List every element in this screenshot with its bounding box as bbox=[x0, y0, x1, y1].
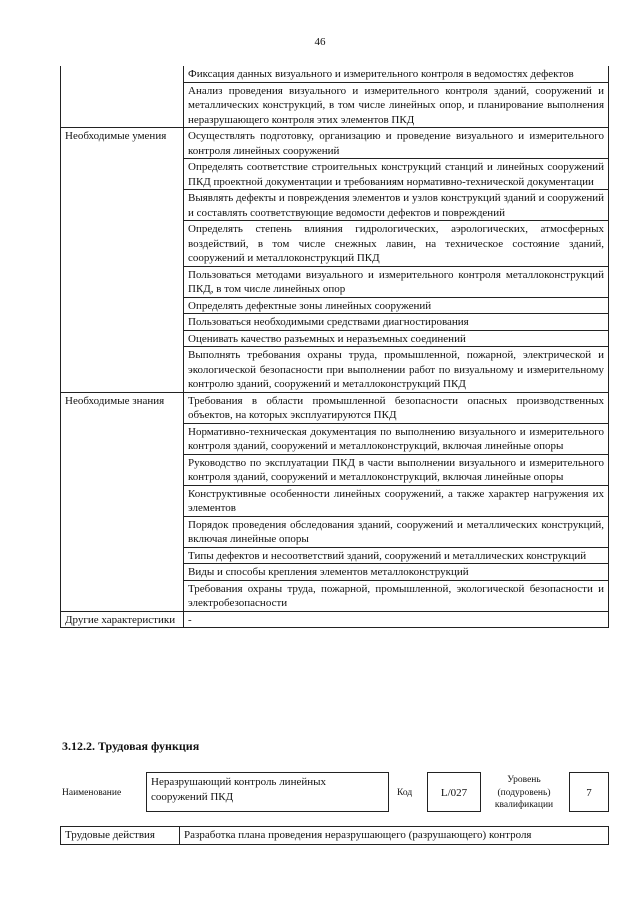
row-group-label bbox=[61, 66, 184, 128]
table-cell: Определять степень влияния гидрологических, аэрологических, атмосферных воздействий, в том числе снежных лавин, на техническое состояние зданий, сооружений и металлоконструкций ПКД bbox=[184, 221, 609, 267]
table-cell: Выявлять дефекты и повреждения элементов и узлов конструкций зданий и сооружений и составлять соответствующие ведомости дефектов и повреждений bbox=[184, 190, 609, 221]
table-cell: Конструктивные особенности линейных сооружений, а также характер нагружения их элементов bbox=[184, 485, 609, 516]
table-cell: Выполнять требования охраны труда, промышленной, пожарной, электрической и экологической безопасности при выполнении работ по визуальному и измерительному контролю зданий, сооружений и металлоконструкций ПКД bbox=[184, 347, 609, 393]
table-cell: - bbox=[184, 611, 609, 628]
level-label: Уровень (подуровень) квалификации bbox=[494, 775, 554, 810]
page-number: 46 bbox=[314, 36, 326, 48]
labor-actions-item: Разработка плана проведения неразрушающего (разрушающего) контроля bbox=[180, 827, 609, 845]
table-cell: Типы дефектов и несоответствий зданий, сооружений и металлических конструкций bbox=[184, 547, 609, 564]
row-group-label: Необходимые знания bbox=[61, 392, 184, 611]
table-cell: Оценивать качество разъемных и неразъемных соединений bbox=[184, 330, 609, 347]
level-value: 7 bbox=[569, 772, 609, 812]
table-cell: Порядок проведения обследования зданий, сооружений и металлических конструкций, включая линейные опоры bbox=[184, 516, 609, 547]
table-row bbox=[61, 128, 609, 159]
table-cell: Определять дефектные зоны линейных сооружений bbox=[184, 297, 609, 314]
table-cell: Анализ проведения визуального и измерительного контроля зданий, сооружений и металлических конструкций, в том числе линейных опор, и планирование выполнения неразрушающего контроля этих элементов ПКД bbox=[184, 82, 609, 128]
table-cell: Нормативно-техническая документация по выполнению визуального и измерительного контроля зданий, сооружений и металлоконструкций, включая линейные опоры bbox=[184, 423, 609, 454]
row-group-label: Другие характеристики bbox=[61, 611, 184, 628]
code-label: Код bbox=[397, 788, 413, 798]
labor-actions-label: Трудовые действия bbox=[61, 827, 180, 845]
table-row bbox=[61, 827, 609, 845]
table-cell: Фиксация данных визуального и измерительного контроля в ведомостях дефектов bbox=[184, 66, 609, 82]
section-title: 3.12.2. Трудовая функция bbox=[62, 739, 200, 753]
requirements-table bbox=[60, 66, 609, 628]
labor-actions-table bbox=[60, 826, 609, 845]
table-cell: Пользоваться методами визуального и измерительного контроля металлоконструкций ПКД, в том числе линейных опор bbox=[184, 266, 609, 297]
name-label: Наименование bbox=[62, 788, 122, 798]
table-cell: Виды и способы крепления элементов металлоконструкций bbox=[184, 564, 609, 581]
table-cell: Определять соответствие строительных конструкций станций и линейных сооружений ПКД проектной документации и требованиям нормативно-технической документации bbox=[184, 159, 609, 190]
table-cell: Пользоваться необходимыми средствами диагностирования bbox=[184, 314, 609, 331]
table-row bbox=[61, 66, 609, 82]
table-cell: Осуществлять подготовку, организацию и проведение визуального и измерительного контроля линейных сооружений bbox=[184, 128, 609, 159]
code-value: L/027 bbox=[427, 772, 481, 812]
table-cell: Требования в области промышленной безопасности опасных производственных объектов, на которых эксплуатируются ПКД bbox=[184, 392, 609, 423]
name-value: Неразрушающий контроль линейных сооружений ПКД bbox=[146, 772, 389, 812]
row-group-label: Необходимые умения bbox=[61, 128, 184, 393]
table-row bbox=[61, 611, 609, 628]
table-cell: Требования охраны труда, пожарной, промышленной, экологической безопасности и электробезопасности bbox=[184, 580, 609, 611]
table-cell: Руководство по эксплуатации ПКД в части выполнении визуального и измерительного контроля зданий, сооружений и металлоконструкций, включая линейные опоры bbox=[184, 454, 609, 485]
function-header bbox=[60, 772, 609, 820]
table-row bbox=[61, 392, 609, 423]
